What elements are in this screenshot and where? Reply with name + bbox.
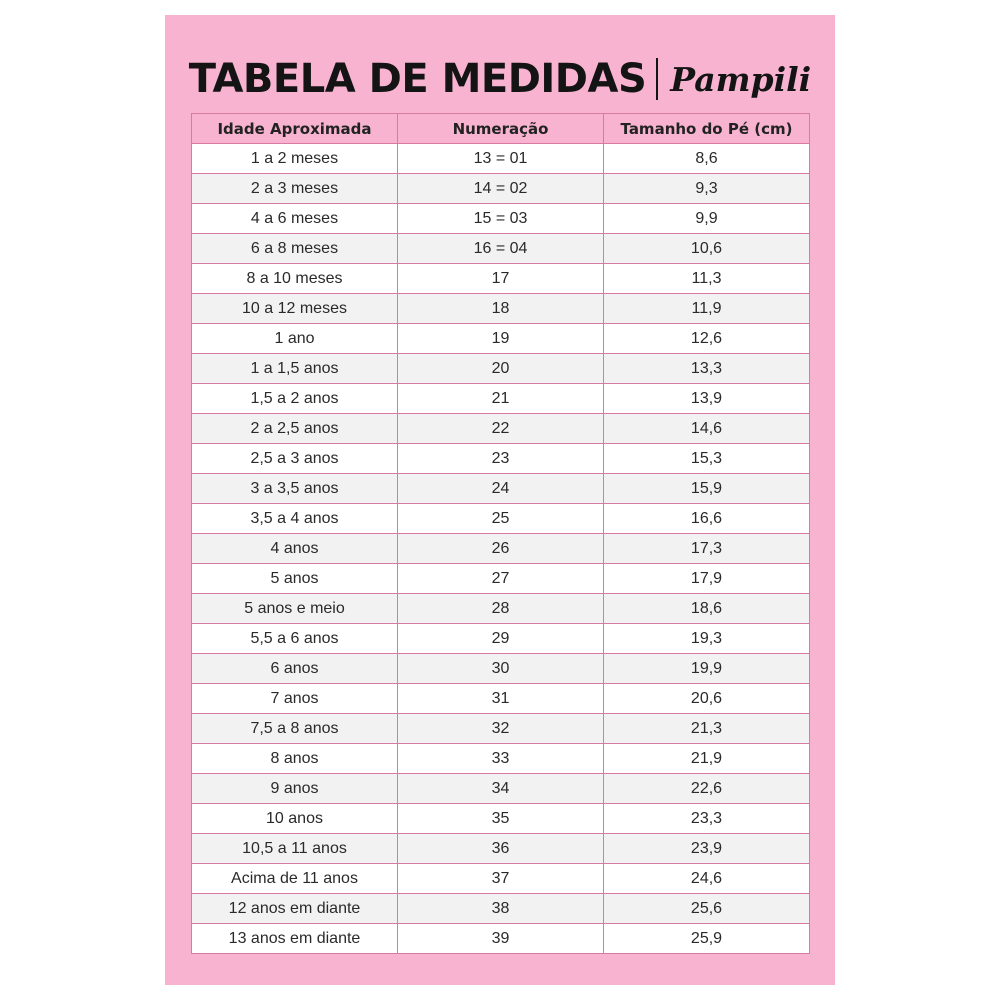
cell-age: 4 anos [192, 534, 398, 564]
cell-foot-size: 15,3 [604, 444, 810, 474]
cell-age: 1 a 2 meses [192, 144, 398, 174]
cell-number: 38 [398, 894, 604, 924]
cell-foot-size: 16,6 [604, 504, 810, 534]
cell-foot-size: 11,3 [604, 264, 810, 294]
size-chart-card [165, 15, 835, 985]
table-body [192, 144, 810, 954]
cell-number: 20 [398, 354, 604, 384]
cell-age: 13 anos em diante [192, 924, 398, 954]
cell-foot-size: 13,3 [604, 354, 810, 384]
cell-age: 1,5 a 2 anos [192, 384, 398, 414]
cell-number: 31 [398, 684, 604, 714]
cell-foot-size: 17,9 [604, 564, 810, 594]
cell-age: 6 anos [192, 654, 398, 684]
cell-age: 6 a 8 meses [192, 234, 398, 264]
cell-age: 7,5 a 8 anos [192, 714, 398, 744]
table-row [192, 624, 810, 654]
cell-age: 9 anos [192, 774, 398, 804]
cell-number: 28 [398, 594, 604, 624]
table-row [192, 744, 810, 774]
cell-age: 5 anos [192, 564, 398, 594]
column-header-age: Idade Aproximada [192, 114, 398, 144]
table-row [192, 384, 810, 414]
cell-foot-size: 17,3 [604, 534, 810, 564]
table-row [192, 444, 810, 474]
table-row [192, 594, 810, 624]
cell-foot-size: 13,9 [604, 384, 810, 414]
cell-foot-size: 22,6 [604, 774, 810, 804]
cell-foot-size: 18,6 [604, 594, 810, 624]
table-row [192, 834, 810, 864]
table-row [192, 774, 810, 804]
cell-age: 4 a 6 meses [192, 204, 398, 234]
cell-foot-size: 19,9 [604, 654, 810, 684]
table-row [192, 294, 810, 324]
cell-number: 34 [398, 774, 604, 804]
table-row [192, 654, 810, 684]
page-title: TABELA DE MEDIDAS [188, 56, 647, 102]
cell-number: 14 = 02 [398, 174, 604, 204]
column-header-number: Numeração [398, 114, 604, 144]
cell-number: 19 [398, 324, 604, 354]
table-row [192, 714, 810, 744]
cell-age: Acima de 11 anos [192, 864, 398, 894]
cell-number: 23 [398, 444, 604, 474]
cell-number: 17 [398, 264, 604, 294]
cell-age: 3 a 3,5 anos [192, 474, 398, 504]
cell-age: 10,5 a 11 anos [192, 834, 398, 864]
cell-foot-size: 23,9 [604, 834, 810, 864]
cell-age: 10 anos [192, 804, 398, 834]
cell-number: 36 [398, 834, 604, 864]
cell-number: 29 [398, 624, 604, 654]
cell-age: 1 a 1,5 anos [192, 354, 398, 384]
table-row [192, 204, 810, 234]
title-row [165, 53, 835, 105]
table-row [192, 174, 810, 204]
cell-age: 2 a 2,5 anos [192, 414, 398, 444]
cell-number: 13 = 01 [398, 144, 604, 174]
cell-number: 33 [398, 744, 604, 774]
cell-number: 27 [398, 564, 604, 594]
cell-number: 32 [398, 714, 604, 744]
cell-number: 25 [398, 504, 604, 534]
cell-foot-size: 20,6 [604, 684, 810, 714]
table-row [192, 504, 810, 534]
cell-foot-size: 12,6 [604, 324, 810, 354]
cell-foot-size: 9,9 [604, 204, 810, 234]
cell-number: 15 = 03 [398, 204, 604, 234]
cell-foot-size: 19,3 [604, 624, 810, 654]
cell-foot-size: 8,6 [604, 144, 810, 174]
cell-number: 24 [398, 474, 604, 504]
cell-age: 5 anos e meio [192, 594, 398, 624]
cell-age: 1 ano [192, 324, 398, 354]
size-table [191, 113, 810, 954]
table-row [192, 234, 810, 264]
cell-age: 8 a 10 meses [192, 264, 398, 294]
cell-foot-size: 10,6 [604, 234, 810, 264]
table-header-row [192, 114, 810, 144]
table-row [192, 144, 810, 174]
cell-foot-size: 9,3 [604, 174, 810, 204]
column-header-foot-size: Tamanho do Pé (cm) [604, 114, 810, 144]
cell-age: 8 anos [192, 744, 398, 774]
table-row [192, 894, 810, 924]
cell-number: 37 [398, 864, 604, 894]
cell-number: 21 [398, 384, 604, 414]
table-row [192, 864, 810, 894]
cell-foot-size: 25,9 [604, 924, 810, 954]
table-row [192, 564, 810, 594]
table-row [192, 474, 810, 504]
cell-foot-size: 11,9 [604, 294, 810, 324]
table-row [192, 414, 810, 444]
cell-age: 10 a 12 meses [192, 294, 398, 324]
cell-number: 35 [398, 804, 604, 834]
cell-age: 2 a 3 meses [192, 174, 398, 204]
cell-foot-size: 15,9 [604, 474, 810, 504]
table-row [192, 924, 810, 954]
cell-number: 26 [398, 534, 604, 564]
brand-logo: Pampili [670, 59, 812, 99]
cell-number: 30 [398, 654, 604, 684]
table-row [192, 264, 810, 294]
cell-age: 3,5 a 4 anos [192, 504, 398, 534]
table-row [192, 324, 810, 354]
cell-age: 2,5 a 3 anos [192, 444, 398, 474]
title-divider [656, 58, 658, 100]
cell-foot-size: 24,6 [604, 864, 810, 894]
cell-age: 12 anos em diante [192, 894, 398, 924]
cell-age: 7 anos [192, 684, 398, 714]
cell-foot-size: 23,3 [604, 804, 810, 834]
cell-number: 22 [398, 414, 604, 444]
table-row [192, 534, 810, 564]
cell-foot-size: 25,6 [604, 894, 810, 924]
cell-foot-size: 14,6 [604, 414, 810, 444]
cell-number: 39 [398, 924, 604, 954]
cell-foot-size: 21,9 [604, 744, 810, 774]
cell-number: 18 [398, 294, 604, 324]
cell-number: 16 = 04 [398, 234, 604, 264]
cell-foot-size: 21,3 [604, 714, 810, 744]
table-row [192, 804, 810, 834]
table-row [192, 684, 810, 714]
table-row [192, 354, 810, 384]
cell-age: 5,5 a 6 anos [192, 624, 398, 654]
